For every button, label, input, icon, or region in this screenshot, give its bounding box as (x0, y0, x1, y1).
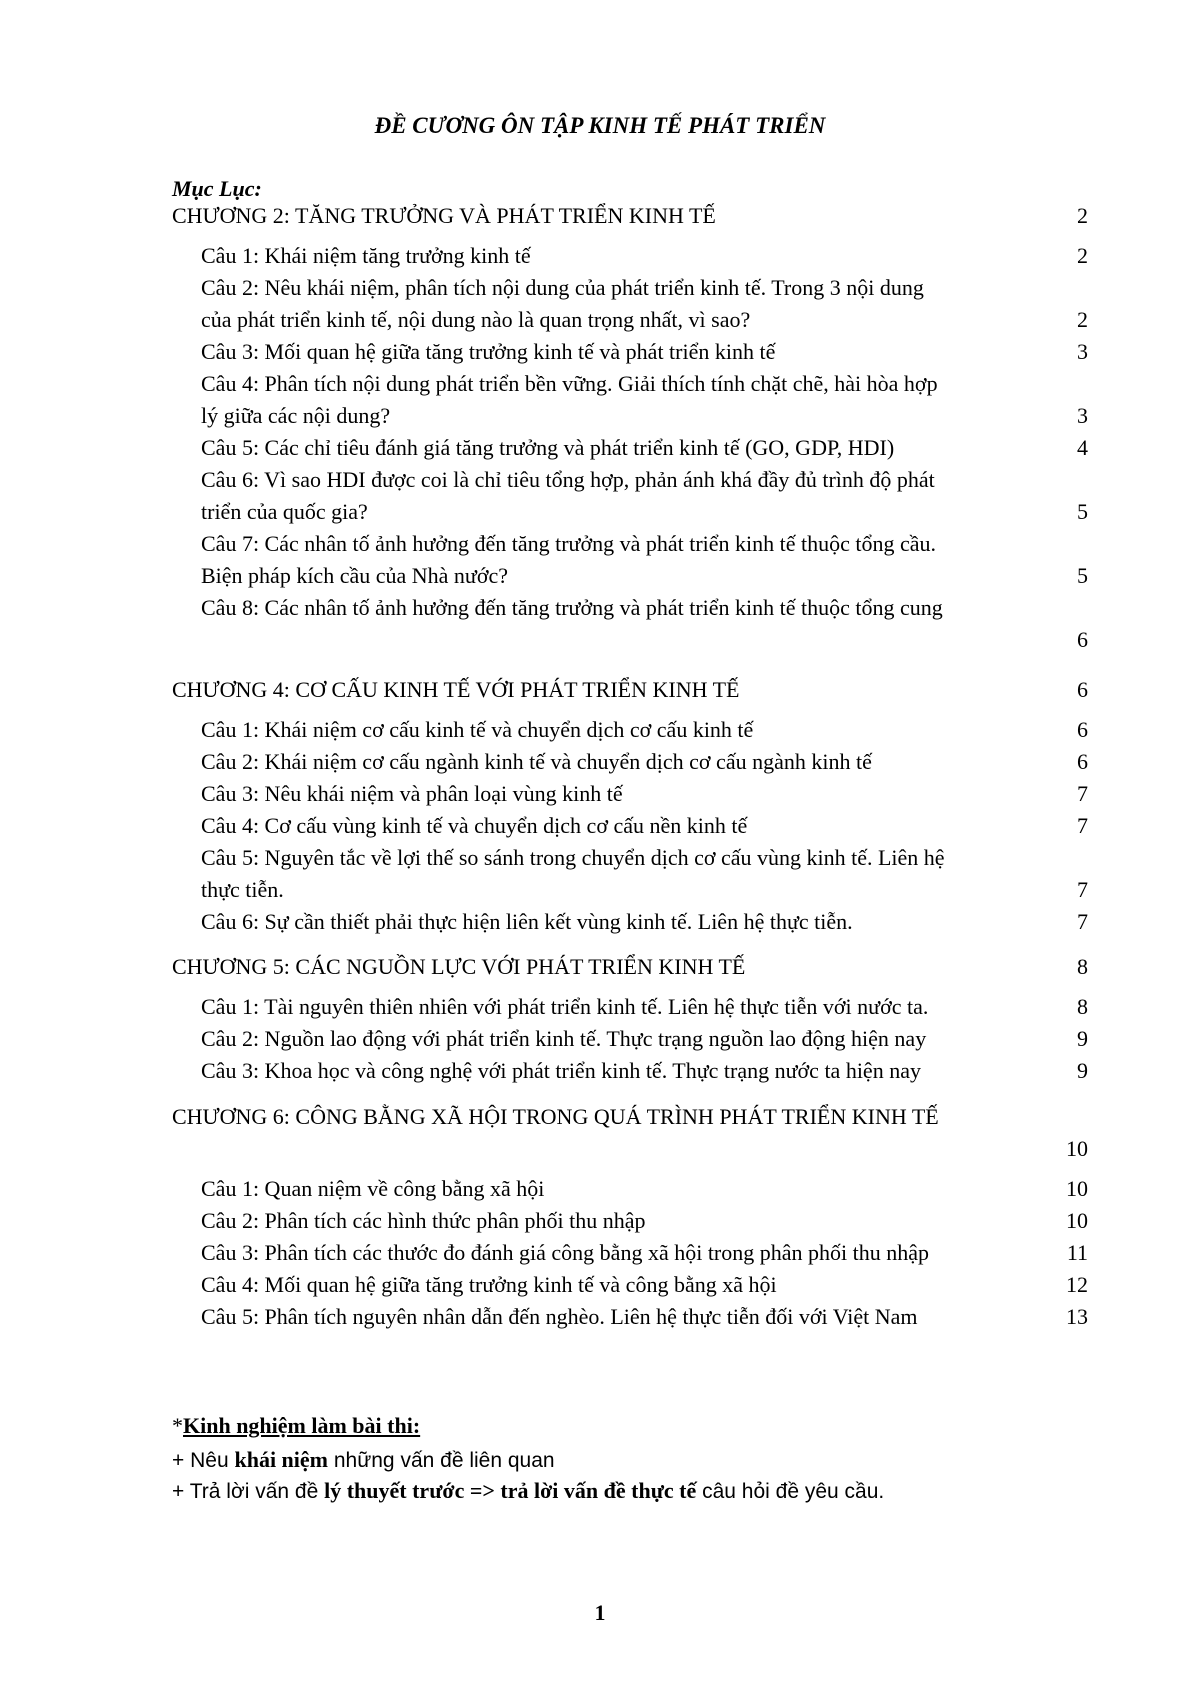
chapter-page-number: 8 (1077, 954, 1088, 979)
toc-item-page-number: 6 (1077, 749, 1088, 774)
chapter-title: CHƯƠNG 2: TĂNG TRƯỞNG VÀ PHÁT TRIỂN KINH TẾ (172, 203, 716, 228)
toc-item-page-number: 7 (1077, 813, 1088, 838)
toc-item-page-number: 9 (1077, 1026, 1088, 1051)
toc-item: Câu 6: Vì sao HDI được coi là chỉ tiêu tổng hợp, phản ánh khá đầy đủ trình độ phát (201, 467, 935, 492)
toc-item-page-number: 10 (1066, 1208, 1088, 1233)
toc-item: Câu 5: Phân tích nguyên nhân dẫn đến nghèo. Liên hệ thực tiễn đối với Việt Nam (201, 1304, 918, 1329)
toc-item: Câu 1: Quan niệm về công bằng xã hội (201, 1176, 545, 1201)
toc-item-continuation: Biện pháp kích cầu của Nhà nước? (201, 563, 508, 588)
toc-heading: Mục Lục: (172, 176, 262, 201)
toc-item-page-number: 13 (1066, 1304, 1088, 1329)
chapter-page-number: 10 (1066, 1136, 1088, 1161)
toc-item: Câu 6: Sự cần thiết phải thực hiện liên kết vùng kinh tế. Liên hệ thực tiễn. (201, 909, 853, 934)
chapter-page-number: 2 (1077, 203, 1088, 228)
toc-item-page-number: 5 (1077, 563, 1088, 588)
chapter-page-number: 6 (1077, 677, 1088, 702)
chapter-title: CHƯƠNG 4: CƠ CẤU KINH TẾ VỚI PHÁT TRIỂN KINH TẾ (172, 677, 740, 702)
toc-item: Câu 3: Phân tích các thước đo đánh giá công bằng xã hội trong phân phối thu nhập (201, 1240, 930, 1265)
toc-item-page-number: 6 (1077, 717, 1088, 742)
toc-item-page-number: 12 (1066, 1272, 1088, 1297)
toc-item-continuation: thực tiễn. (201, 877, 284, 902)
toc-item-continuation: triển của quốc gia? (201, 499, 368, 524)
chapter-title: CHƯƠNG 6: CÔNG BẰNG XÃ HỘI TRONG QUÁ TRÌNH PHÁT TRIỂN KINH TẾ (172, 1104, 939, 1129)
toc-item: Câu 4: Cơ cấu vùng kinh tế và chuyển dịch cơ cấu nền kinh tế (201, 813, 748, 838)
toc-item: Câu 1: Khái niệm cơ cấu kinh tế và chuyển dịch cơ cấu kinh tế (201, 717, 754, 742)
chapter-title: CHƯƠNG 5: CÁC NGUỒN LỰC VỚI PHÁT TRIỂN KINH TẾ (172, 954, 746, 979)
toc-item-page-number: 7 (1077, 909, 1088, 934)
toc-item-page-number: 7 (1077, 877, 1088, 902)
toc-item: Câu 2: Phân tích các hình thức phân phối thu nhập (201, 1208, 646, 1233)
toc-item-page-number: 8 (1077, 994, 1088, 1019)
document-title: ĐỀ CƯƠNG ÔN TẬP KINH TẾ PHÁT TRIỂN (374, 113, 826, 138)
toc-item-page-number: 3 (1077, 339, 1088, 364)
toc-item: Câu 5: Các chỉ tiêu đánh giá tăng trưởng và phát triển kinh tế (GO, GDP, HDI) (201, 435, 895, 460)
notes-line-2: + Trả lời vấn đề lý thuyết trước => trả lời vấn đề thực tế câu hỏi đề yêu cầu. (172, 1478, 885, 1503)
toc-item: Câu 1: Tài nguyên thiên nhiên với phát triển kinh tế. Liên hệ thực tiễn với nước ta. (201, 994, 929, 1019)
toc-item: Câu 3: Khoa học và công nghệ với phát triển kinh tế. Thực trạng nước ta hiện nay (201, 1058, 921, 1083)
notes-prefix: * (172, 1413, 183, 1438)
toc-item-page-number: 2 (1077, 307, 1088, 332)
toc-item: Câu 8: Các nhân tố ảnh hưởng đến tăng trưởng và phát triển kinh tế thuộc tổng cung (201, 595, 943, 620)
toc-item: Câu 2: Nguồn lao động với phát triển kinh tế. Thực trạng nguồn lao động hiện nay (201, 1026, 927, 1051)
toc-item: Câu 2: Khái niệm cơ cấu ngành kinh tế và chuyển dịch cơ cấu ngành kinh tế (201, 749, 872, 774)
toc-item-continuation: lý giữa các nội dung? (201, 403, 391, 428)
toc-item-page-number: 2 (1077, 243, 1088, 268)
page-number: 1 (594, 1600, 606, 1625)
toc-item: Câu 1: Khái niệm tăng trưởng kinh tế (201, 243, 531, 268)
toc-item-page-number: 11 (1066, 1240, 1088, 1265)
toc-item-page-number: 6 (1077, 627, 1088, 652)
toc-item-page-number: 4 (1077, 435, 1088, 460)
toc-item: Câu 7: Các nhân tố ảnh hưởng đến tăng trưởng và phát triển kinh tế thuộc tổng cầu. (201, 531, 937, 556)
toc-item-page-number: 5 (1077, 499, 1088, 524)
notes-title (172, 1413, 420, 1439)
notes-line-1: + Nêu khái niệm những vấn đề liên quan (172, 1447, 555, 1472)
toc-item: Câu 4: Mối quan hệ giữa tăng trưởng kinh tế và công bằng xã hội (201, 1272, 777, 1297)
toc-item-page-number: 3 (1077, 403, 1088, 428)
toc-item-page-number: 9 (1077, 1058, 1088, 1083)
toc-item: Câu 3: Mối quan hệ giữa tăng trưởng kinh tế và phát triển kinh tế (201, 339, 776, 364)
notes-title-text: Kinh nghiệm làm bài thi: (183, 1413, 421, 1438)
toc-item: Câu 3: Nêu khái niệm và phân loại vùng kinh tế (201, 781, 623, 806)
toc-item-page-number: 10 (1066, 1176, 1088, 1201)
toc-item: Câu 2: Nêu khái niệm, phân tích nội dung của phát triển kinh tế. Trong 3 nội dung (201, 275, 924, 300)
toc-item-continuation: của phát triển kinh tế, nội dung nào là quan trọng nhất, vì sao? (201, 307, 751, 332)
toc-item-page-number: 7 (1077, 781, 1088, 806)
toc-item: Câu 5: Nguyên tắc về lợi thế so sánh trong chuyển dịch cơ cấu vùng kinh tế. Liên hệ (201, 845, 945, 870)
toc-item: Câu 4: Phân tích nội dung phát triển bền vững. Giải thích tính chặt chẽ, hài hòa hợp (201, 371, 938, 396)
